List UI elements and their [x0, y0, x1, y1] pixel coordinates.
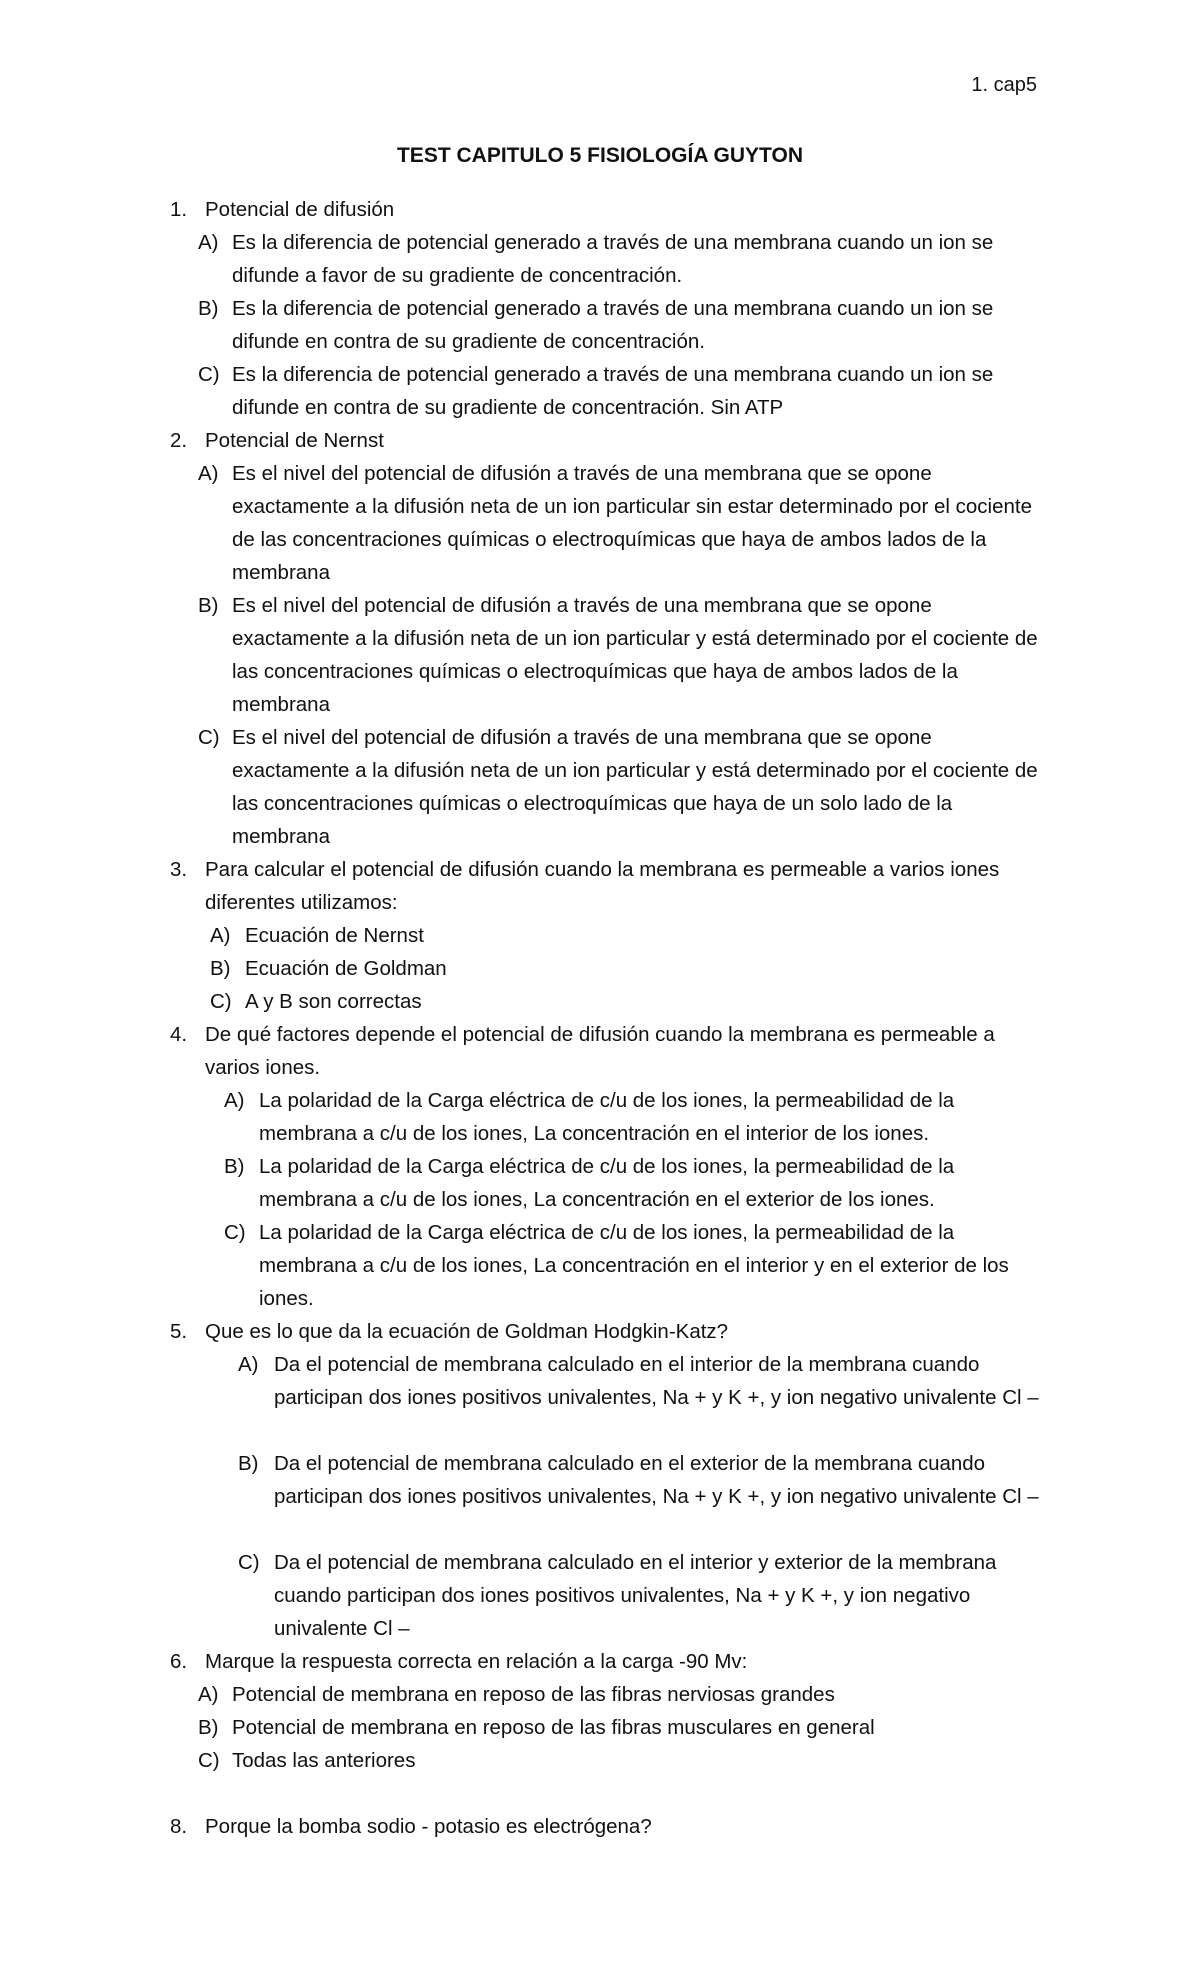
question-5 [170, 1315, 1050, 1348]
question-number: 4. [170, 1023, 188, 1046]
option-4a [224, 1084, 1050, 1150]
question-text: Potencial de Nernst [205, 429, 384, 452]
option-letter: B) [198, 297, 219, 320]
question-text: De qué factores depende el potencial de difusión cuando la membrana es permeable a varios iones. [205, 1023, 995, 1079]
option-text: Es el nivel del potencial de difusión a través de una membrana que se opone exactamente a la difusión neta de un ion particular y está determinado por el cociente de las concentraciones químicas o electroquímicas que haya de ambos lados de la membrana [232, 594, 1038, 716]
question-number: 6. [170, 1650, 188, 1673]
option-2b [198, 589, 1050, 721]
option-2c [198, 721, 1050, 853]
option-text: La polaridad de la Carga eléctrica de c/u de los iones, la permeabilidad de la membrana a c/u de los iones, La concentración en el interior y en el exterior de los iones. [259, 1221, 1009, 1310]
option-letter: B) [210, 957, 231, 980]
option-1c [198, 358, 1050, 424]
option-text: Ecuación de Nernst [245, 924, 424, 947]
option-letter: A) [198, 1683, 219, 1706]
option-text: Es la diferencia de potencial generado a través de una membrana cuando un ion se difunde en contra de su gradiente de concentración. Sin ATP [232, 363, 994, 419]
option-letter: B) [238, 1452, 259, 1475]
page-title: TEST CAPITULO 5 FISIOLOGÍA GUYTON [396, 144, 804, 167]
option-letter: C) [210, 990, 232, 1013]
option-4c [224, 1216, 1050, 1315]
question-text: Porque la bomba sodio - potasio es electrógena? [205, 1815, 652, 1838]
question-number: 8. [170, 1815, 188, 1838]
option-5b [238, 1447, 1050, 1513]
question-text: Potencial de difusión [205, 198, 395, 221]
option-3a [210, 919, 1050, 952]
option-5c [238, 1546, 1050, 1645]
question-4 [170, 1018, 1050, 1084]
option-text: Potencial de membrana en reposo de las fibras musculares en general [232, 1716, 875, 1739]
option-6b [198, 1711, 1050, 1744]
option-letter: B) [224, 1155, 245, 1178]
option-letter: B) [198, 1716, 219, 1739]
option-letter: C) [198, 363, 220, 386]
option-letter: C) [198, 1749, 220, 1772]
option-letter: A) [198, 462, 219, 485]
option-3b [210, 952, 1050, 985]
option-text: Todas las anteriores [232, 1749, 416, 1772]
option-3c [210, 985, 1050, 1018]
option-text: La polaridad de la Carga eléctrica de c/u de los iones, la permeabilidad de la membrana a c/u de los iones, La concentración en el exterior de los iones. [259, 1155, 955, 1211]
option-text: La polaridad de la Carga eléctrica de c/u de los iones, la permeabilidad de la membrana a c/u de los iones, La concentración en el interior de los iones. [259, 1089, 955, 1145]
option-6a [198, 1678, 1050, 1711]
question-1 [170, 193, 1050, 226]
option-text: Ecuación de Goldman [245, 957, 447, 980]
option-text: Es el nivel del potencial de difusión a través de una membrana que se opone exactamente a la difusión neta de un ion particular y está determinado por el cociente de las concentraciones químicas o electroquímicas que haya de un solo lado de la membrana [232, 726, 1038, 848]
option-text: Es la diferencia de potencial generado a través de una membrana cuando un ion se difunde en contra de su gradiente de concentración. [232, 297, 994, 353]
option-1b [198, 292, 1050, 358]
option-4b [224, 1150, 1050, 1216]
option-text: Da el potencial de membrana calculado en el interior y exterior de la membrana cuando participan dos iones positivos univalentes, Na + y K +, y ion negativo univalente Cl – [274, 1551, 997, 1640]
question-number: 1. [170, 198, 188, 221]
question-text: Que es lo que da la ecuación de Goldman Hodgkin-Katz? [205, 1320, 729, 1343]
option-text: Potencial de membrana en reposo de las fibras nerviosas grandes [232, 1683, 835, 1706]
option-text: Da el potencial de membrana calculado en el interior de la membrana cuando participan dos iones positivos univalentes, Na + y K +, y ion negativo univalente Cl – [274, 1353, 1039, 1409]
question-text: Marque la respuesta correcta en relación a la carga -90 Mv: [205, 1650, 748, 1673]
option-5a [238, 1348, 1050, 1414]
option-2a [198, 457, 1050, 589]
question-2 [170, 424, 1050, 457]
option-letter: A) [210, 924, 231, 947]
option-letter: B) [198, 594, 219, 617]
question-number: 5. [170, 1320, 188, 1343]
option-text: Es el nivel del potencial de difusión a través de una membrana que se opone exactamente a la difusión neta de un ion particular sin estar determinado por el cociente de las concentraciones químicas o electroquímicas que haya de ambos lados de la membrana [232, 462, 1032, 584]
question-8 [170, 1810, 1050, 1843]
option-1a [198, 226, 1050, 292]
option-text: A y B son correctas [245, 990, 422, 1013]
option-6c [198, 1744, 1050, 1777]
question-number: 3. [170, 858, 188, 881]
question-6 [170, 1645, 1050, 1678]
option-text: Es la diferencia de potencial generado a través de una membrana cuando un ion se difunde a favor de su gradiente de concentración. [232, 231, 994, 287]
option-letter: C) [238, 1551, 260, 1574]
question-text: Para calcular el potencial de difusión cuando la membrana es permeable a varios iones diferentes utilizamos: [205, 858, 1000, 914]
option-text: Da el potencial de membrana calculado en el exterior de la membrana cuando participan dos iones positivos univalentes, Na + y K +, y ion negativo univalente Cl – [274, 1452, 1039, 1508]
option-letter: A) [198, 231, 219, 254]
question-number: 2. [170, 429, 188, 452]
option-letter: C) [224, 1221, 246, 1244]
page-label: 1. cap5 [971, 74, 1037, 96]
question-3 [170, 853, 1050, 919]
option-letter: A) [238, 1353, 259, 1376]
option-letter: A) [224, 1089, 245, 1112]
option-letter: C) [198, 726, 220, 749]
